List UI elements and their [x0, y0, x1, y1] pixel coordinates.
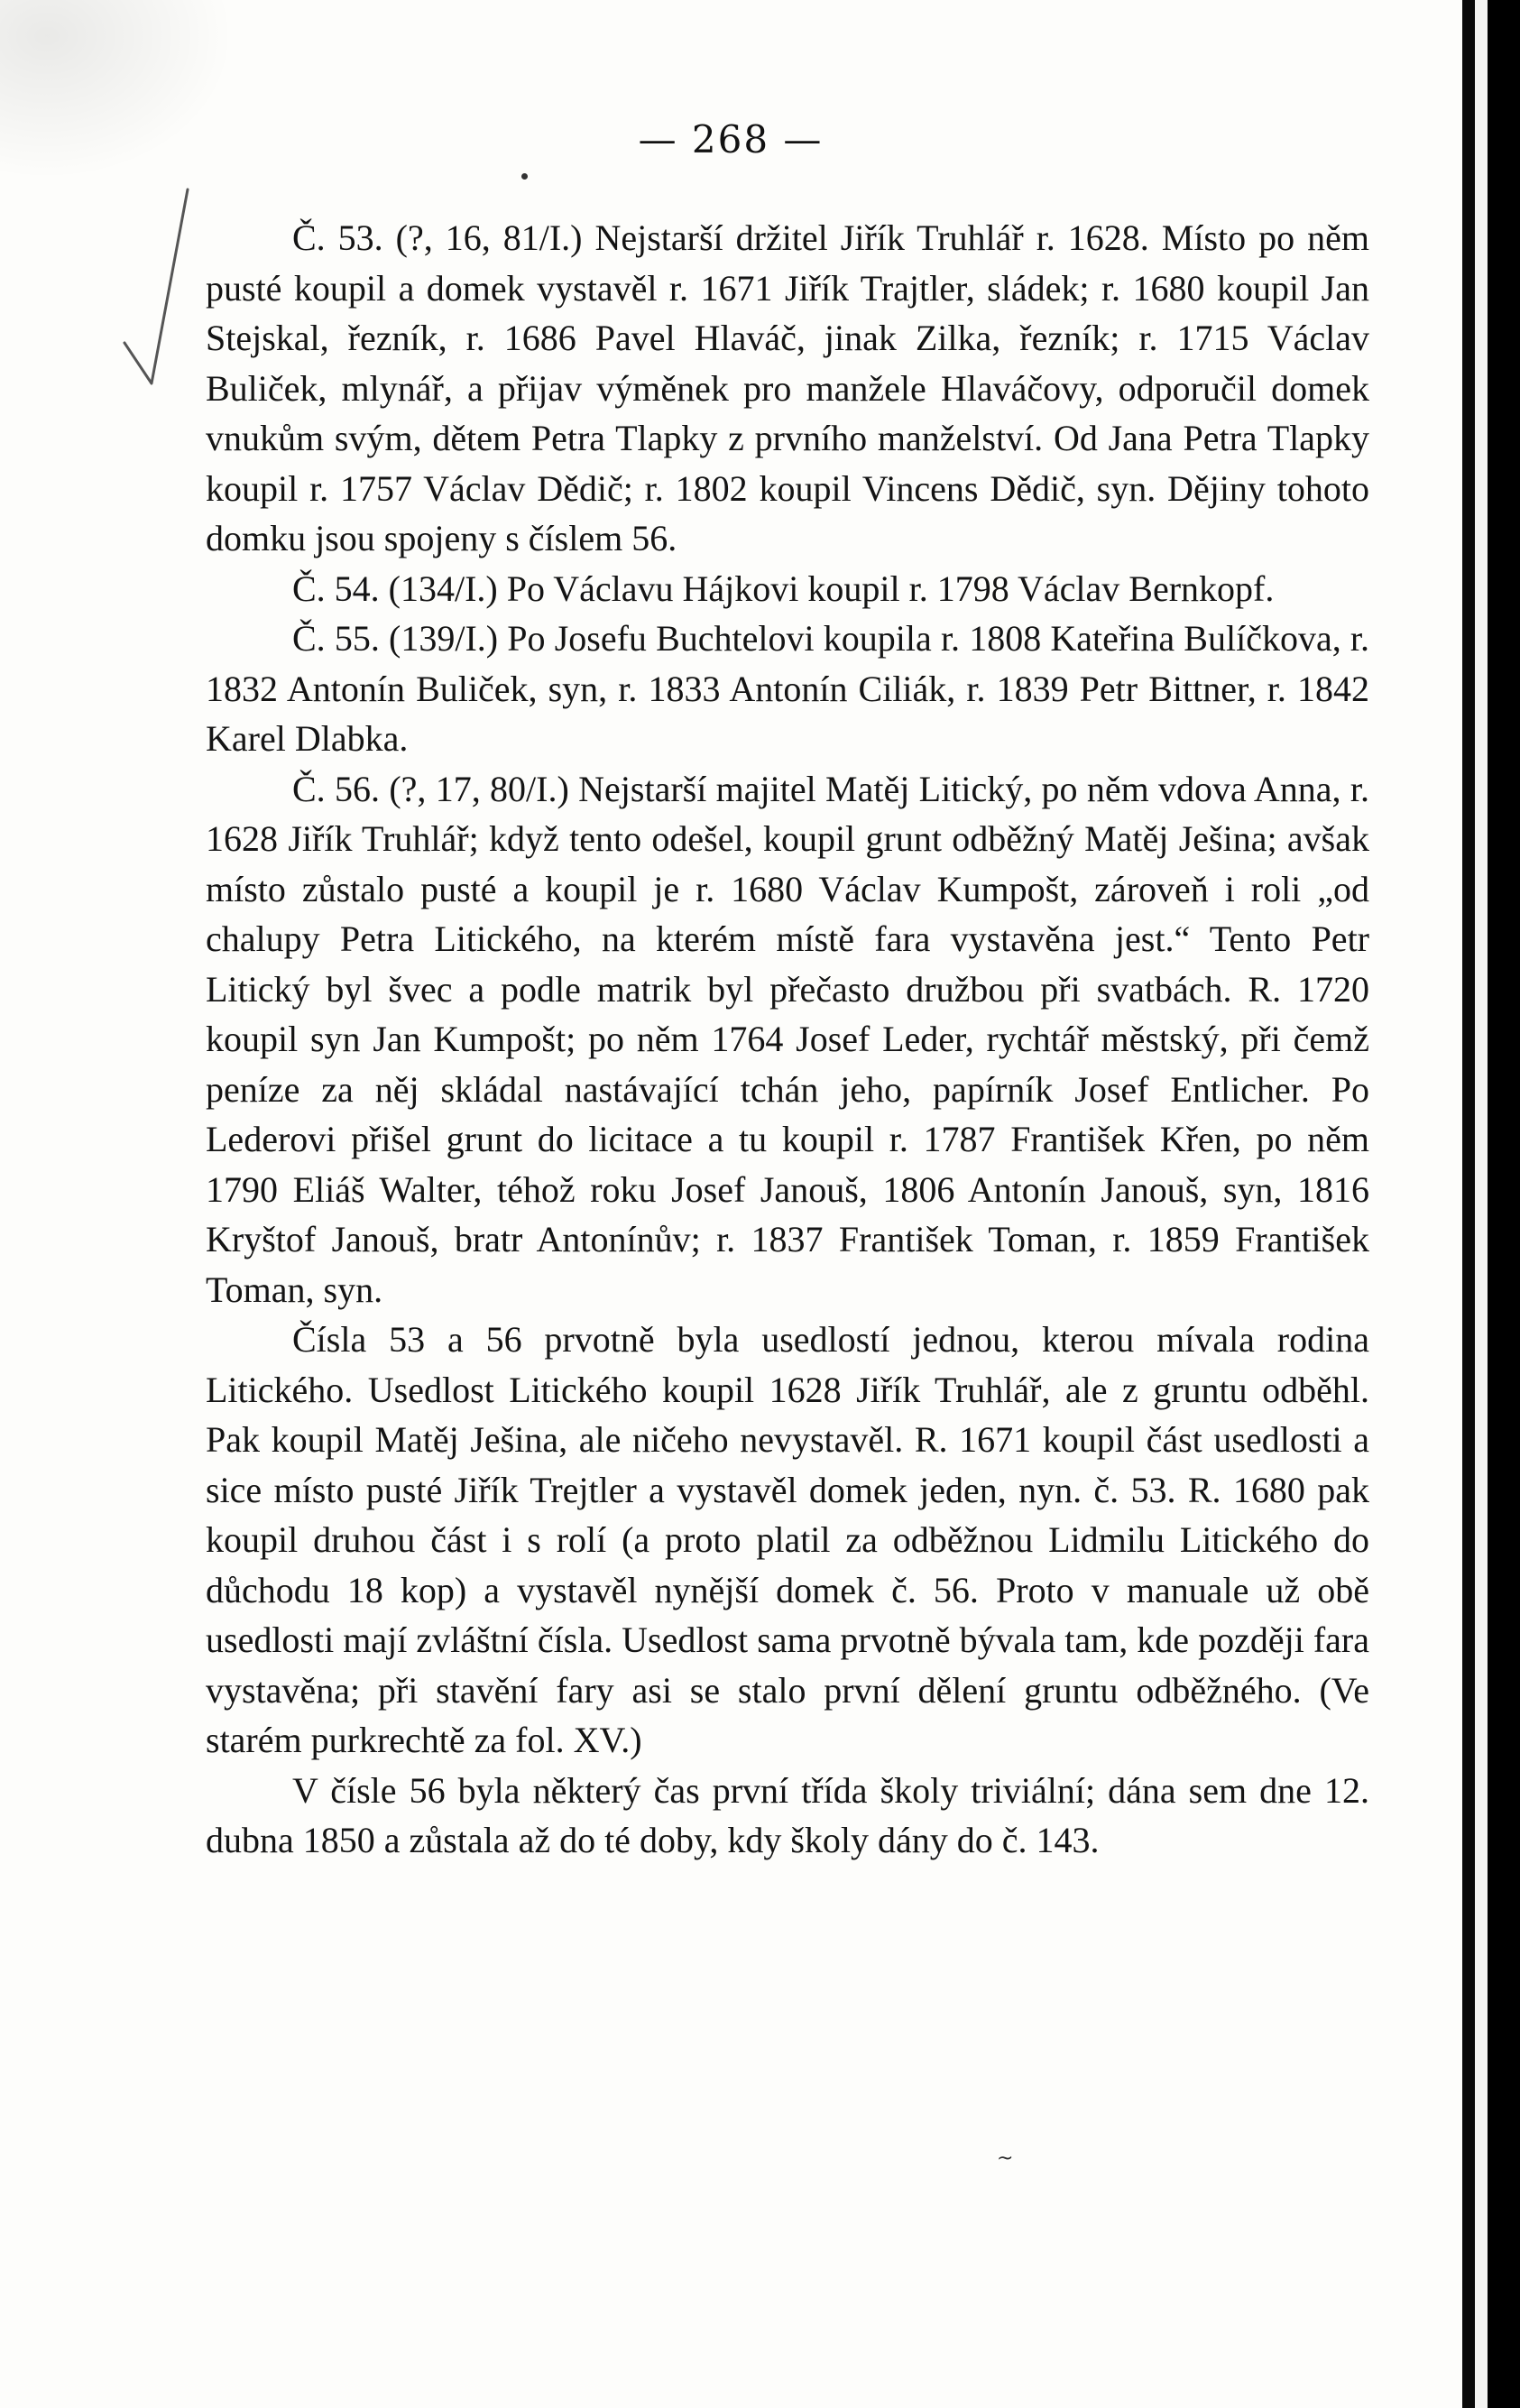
- paragraph-c56: Č. 56. (?, 17, 80/I.) Nejstarší majitel Matěj Litický, po něm vdova Anna, r. 1628 Jiřík Truhlář; když tento odešel, koupil grunt odběžný Matěj Ješina; avšak místo zůstalo pusté a koupil je r. 1680 Václav Kumpošt, zároveň i roli „od chalupy Petra Litického, na kterém místě fara vystavěna jest.“ Tento Petr Litický byl švec a podle matrik byl přečasto družbou při svatbách. R. 1720 koupil syn Jan Kumpošt; po něm 1764 Josef Leder, rychtář městský, při čemž peníze za něj skládal nastávající tchán jeho, papírník Josef Entlicher. Po Lederovi přišel grunt do licitace a tu koupil r. 1787 František Křen, po něm 1790 Eliáš Walter, téhož roku Josef Janouš, 1806 Antonín Janouš, syn, 1816 Kryštof Janouš, bratr Antonínův; r. 1837 František Toman, r. 1859 František Toman, syn.: [206, 768, 1369, 1310]
- paragraph-c54: Č. 54. (134/I.) Po Václavu Hájkovi koupil r. 1798 Václav Bernkopf.: [292, 567, 1275, 609]
- body-text: [206, 213, 1369, 1866]
- ink-dot: [521, 173, 528, 180]
- paragraph-school: V čísle 56 byla některý čas první třída školy triviální; dána sem dne 12. dubna 1850 a zůstala až do té doby, kdy školy dány do č. 143.: [206, 1769, 1369, 1860]
- paragraph-c53: Č. 53. (?, 16, 81/I.) Nejstarší držitel Jiřík Truhlář r. 1628. Místo po něm pusté koupil a domek vystavěl r. 1671 Jiřík Trajtler, sládek; r. 1680 koupil Jan Stejskal, řezník, r. 1686 Pavel Hlaváč, jinak Zilka, řezník; r. 1715 Václav Buliček, mlynář, a přijav výměnek pro manžele Hlaváčovy, odporučil domek vnukům svým, dětem Petra Tlapky z prvního manželství. Od Jana Petra Tlapky koupil r. 1757 Václav Dědič; r. 1802 koupil Vincens Dědič, syn. Dějiny tohoto domku jsou spojeny s číslem 56.: [206, 217, 1369, 558]
- scan-edge-gap: [1475, 0, 1488, 2408]
- scan-edge-line: [1462, 0, 1475, 2408]
- paragraph-c55: Č. 55. (139/I.) Po Josefu Buchtelovi koupila r. 1808 Kateřina Bulíčkova, r. 1832 Antonín Buliček, syn, r. 1833 Antonín Ciliák, r. 1839 Petr Bittner, r. 1842 Karel Dlabka.: [206, 618, 1369, 759]
- ink-mark: ~: [997, 2147, 1014, 2170]
- paragraph-history: Čísla 53 a 56 prvotně byla usedlostí jednou, kterou mívala rodina Litického. Usedlost Litického koupil 1628 Jiřík Truhlář, ale z gruntu odběhl. Pak koupil Matěj Ješina, ale ničeho nevystavěl. R. 1671 koupil část usedlosti a sice místo pusté Jiřík Trejtler a vystavěl domek jeden, nyn. č. 53. R. 1680 pak koupil druhou část i s rolí (a proto platil za odběžnou Lidmilu Litického do důchodu 18 kop) a vystavěl nynější domek č. 56. Proto v manuale už obě usedlosti mají zvláštní čísla. Usedlost sama prvotně bývala tam, kde později fara vystavěna; při stavění fary asi se stalo první dělení gruntu odběžného. (Ve starém purkrechtě za fol. XV.): [206, 1319, 1369, 1760]
- page-number: — 268 —: [638, 117, 824, 161]
- scan-edge: [1488, 0, 1520, 2408]
- pencil-check-mark-icon: [117, 180, 198, 388]
